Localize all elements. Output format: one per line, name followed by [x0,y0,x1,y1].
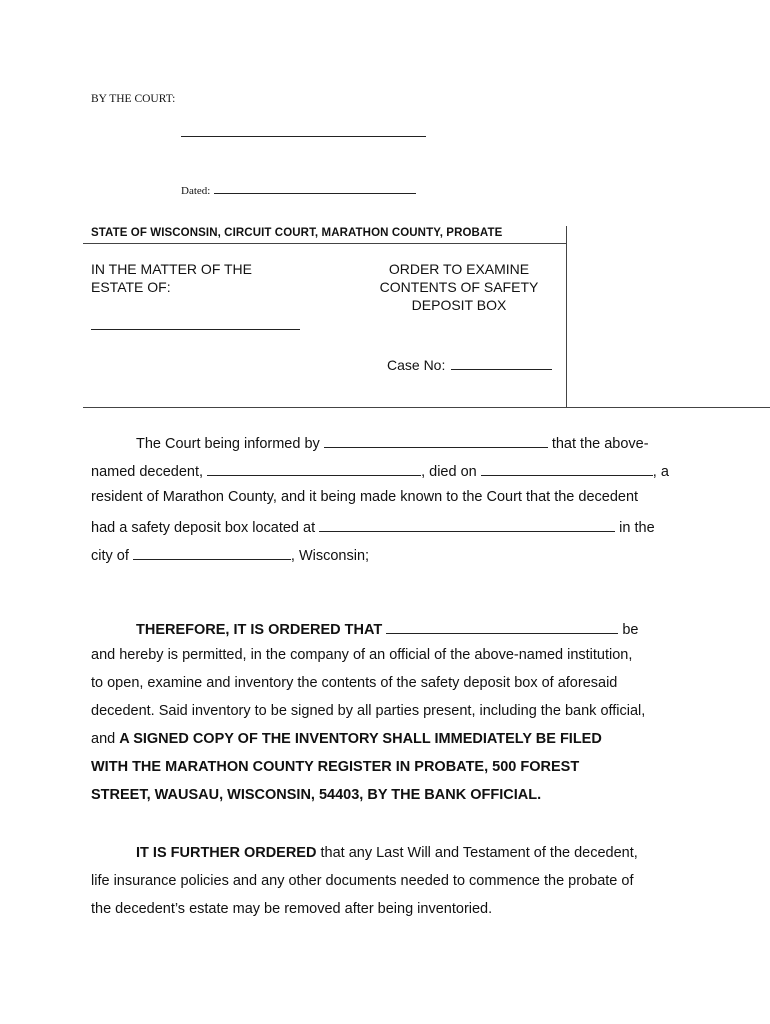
dated-label: Dated: [181,185,211,197]
filing-requirement-bold: A SIGNED COPY OF THE INVENTORY SHALL IMMEDIATELY BE FILED [119,731,602,747]
para1-text: , a [652,464,669,480]
para1-text: in the [619,520,655,536]
para3-line3: the decedent’s estate may be removed after being inventoried. [91,901,493,917]
para3-line2: life insurance policies and any other documents needed to commence the probate of [91,873,634,889]
para1-text: , Wisconsin; [290,548,370,564]
para3-text: that any Last Will and Testament of the decedent, [320,845,638,861]
city-blank[interactable] [133,545,291,560]
caption-bottom-rule [83,407,770,408]
para1-line3: resident of Marathon County, and it being made known to the Court that the decedent [91,489,639,505]
para1-line2 [91,461,691,480]
dated-blank[interactable] [214,183,416,194]
title-line-2: CONTENTS OF SAFETY [379,279,539,295]
matter-line-1: IN THE MATTER OF THE [91,261,253,277]
title-line-1: ORDER TO EXAMINE [388,261,530,277]
para1-text: city of [91,548,129,564]
para1-text: The Court being informed by [136,436,320,452]
matter-line-2: ESTATE OF: [91,279,171,295]
caption-top-rule [83,243,567,244]
informant-blank[interactable] [324,433,548,448]
therefore-ordered-heading: THEREFORE, IT IS ORDERED THAT [136,622,383,638]
para1-text: that the above- [551,436,649,452]
para1-line1 [136,433,736,452]
decedent-name-blank[interactable] [207,461,421,476]
estate-name-blank[interactable] [91,315,300,330]
para1-text: had a safety deposit box located at [91,520,316,536]
case-number-field [387,355,552,373]
para2-line5 [91,731,691,747]
para1-line4 [91,517,691,536]
para2-line7: STREET, WAUSAU, WISCONSIN, 54403, BY THE BANK OFFICIAL. [91,787,542,803]
para2-line3: to open, examine and inventory the contents of the safety deposit box of aforesaid [91,675,618,691]
matter-of-estate [91,260,252,296]
para1-text: , died on [421,464,477,480]
authorized-person-blank[interactable] [386,619,618,634]
document-title [362,260,556,314]
further-ordered-heading: IT IS FURTHER ORDERED [136,845,317,861]
para2-text: be [622,622,639,638]
para2-line4: decedent. Said inventory to be signed by all parties present, including the bank official, [91,703,646,719]
para1-line5 [91,545,691,564]
para2-text: and [91,731,116,747]
by-the-court-label: BY THE COURT: [91,93,176,105]
caption-vertical-rule [566,226,567,408]
para2-line6: WITH THE MARATHON COUNTY REGISTER IN PROBATE, 500 FOREST [91,759,580,775]
date-of-death-blank[interactable] [481,461,653,476]
judge-signature-line[interactable] [181,122,426,137]
dated-field [181,183,416,197]
para2-line2: and hereby is permitted, in the company of an official of the above-named institution, [91,647,633,663]
case-no-blank[interactable] [451,355,552,370]
para2-line1 [136,619,736,638]
court-caption-header: STATE OF WISCONSIN, CIRCUIT COURT, MARATHON COUNTY, PROBATE [91,227,503,239]
box-location-blank[interactable] [319,517,615,532]
para1-text: named decedent, [91,464,204,480]
case-no-label: Case No: [387,357,446,373]
para3-line1 [136,845,736,861]
title-line-3: DEPOSIT BOX [411,297,507,313]
